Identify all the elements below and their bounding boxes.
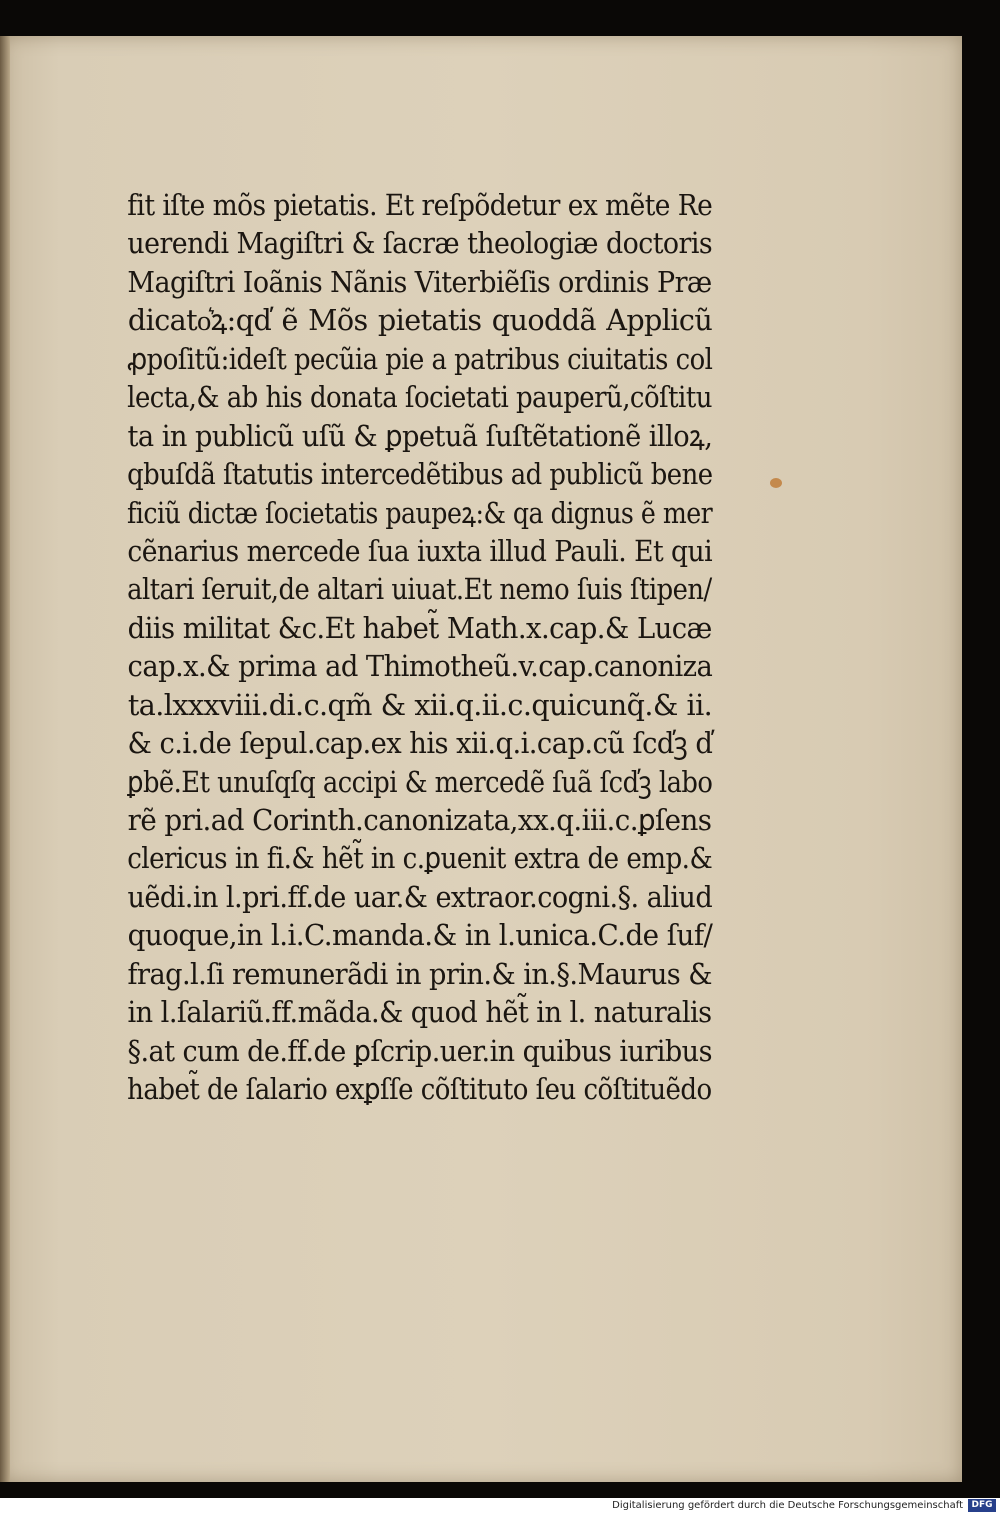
text-line: diis militat &c.Et habet̃ Math.x.cap.& Lucæ	[127, 610, 712, 645]
text-line: altari ſeruit,de altari uiuat.Et nemo ſuis ſtipen/	[127, 572, 712, 607]
text-line: fit iſte mõs pietatis. Et reſpõdetur ex mẽte Re	[127, 188, 713, 222]
text-line: §.at cum de.ff.de ꝑſcrip.uer.in quibus iuribus	[127, 1033, 712, 1068]
printed-text-block	[120, 186, 720, 1109]
text-line: Magiſtri Ioãnis Nãnis Viterbiẽſis ordinis Præ	[127, 264, 712, 299]
text-line: qbuſdã ſtatutis intercedẽtibus ad publicũ bene	[127, 457, 713, 492]
text-line: uerendi Magiſtri & ſacræ theologiæ doctoris	[127, 226, 713, 261]
digitization-footer	[0, 1498, 1000, 1514]
text-line: ficiũ dictæ ſocietatis paupeꝝ:& qa dignus ẽ mer	[126, 495, 713, 530]
text-line: ta in publicũ uſũ & ꝑpetuã ſuſtẽtationẽ illoꝝ,	[127, 418, 713, 453]
text-line: rẽ pri.ad Corinth.canonizata,xx.q.iii.c.ꝑſens	[127, 803, 712, 837]
text-line: & c.i.de ſepul.cap.ex his xii.q.i.cap.cũ ſcd̕ꝫ d̕	[127, 726, 713, 761]
text-line: ta.lxxxviii.di.c.qm̃ & xii.q.ii.c.quicunq̃.& ii.	[127, 687, 713, 722]
text-line: frag.l.ſi remunerãdi in prin.& in.§.Maurus &	[127, 956, 712, 991]
text-line: ꝑbẽ.Et unuſqſq accipi & mercedẽ ſuã ſcd̕ꝫ labo	[127, 764, 713, 799]
text-line: cẽnarius mercede ſua iuxta illud Pauli. Et qui	[127, 533, 713, 568]
text-line: ꝓpoſitũ:ideſt pecũia pie a patribus ciuitatis col	[127, 341, 713, 376]
text-line: dicato͛ꝝ:qd̕ ẽ Mõs pietatis quoddã Applicũ	[127, 303, 713, 338]
text-line: quoque,in l.i.C.manda.& in l.unica.C.de ſuf/	[127, 918, 713, 953]
dfg-logo: DFG	[968, 1499, 996, 1512]
text-line: cap.x.& prima ad Thimotheũ.v.cap.canoniza	[127, 649, 713, 684]
text-line: lecta,& ab his donata ſocietati pauperũ,cõſtitu	[127, 380, 712, 415]
funding-credit: Digitalisierung gefördert durch die Deutsche Forschungsgemeinschaft	[612, 1500, 963, 1511]
text-line: clericus in fi.& hẽt̃ in c.ꝑuenit extra de emp.&	[127, 841, 713, 876]
text-line: in l.ſalariũ.ff.mãda.& quod hẽt̃ in l. naturalis	[127, 995, 712, 1030]
text-line: uẽdi.in l.pri.ff.de uar.& extraor.cogni.§. aliud	[127, 879, 713, 914]
page-gutter-edge	[0, 36, 10, 1482]
text-line: habet̃ de ſalario exꝑſſe cõſtituto ſeu cõſtituẽdo	[127, 1072, 712, 1107]
paper-stain	[770, 478, 782, 488]
